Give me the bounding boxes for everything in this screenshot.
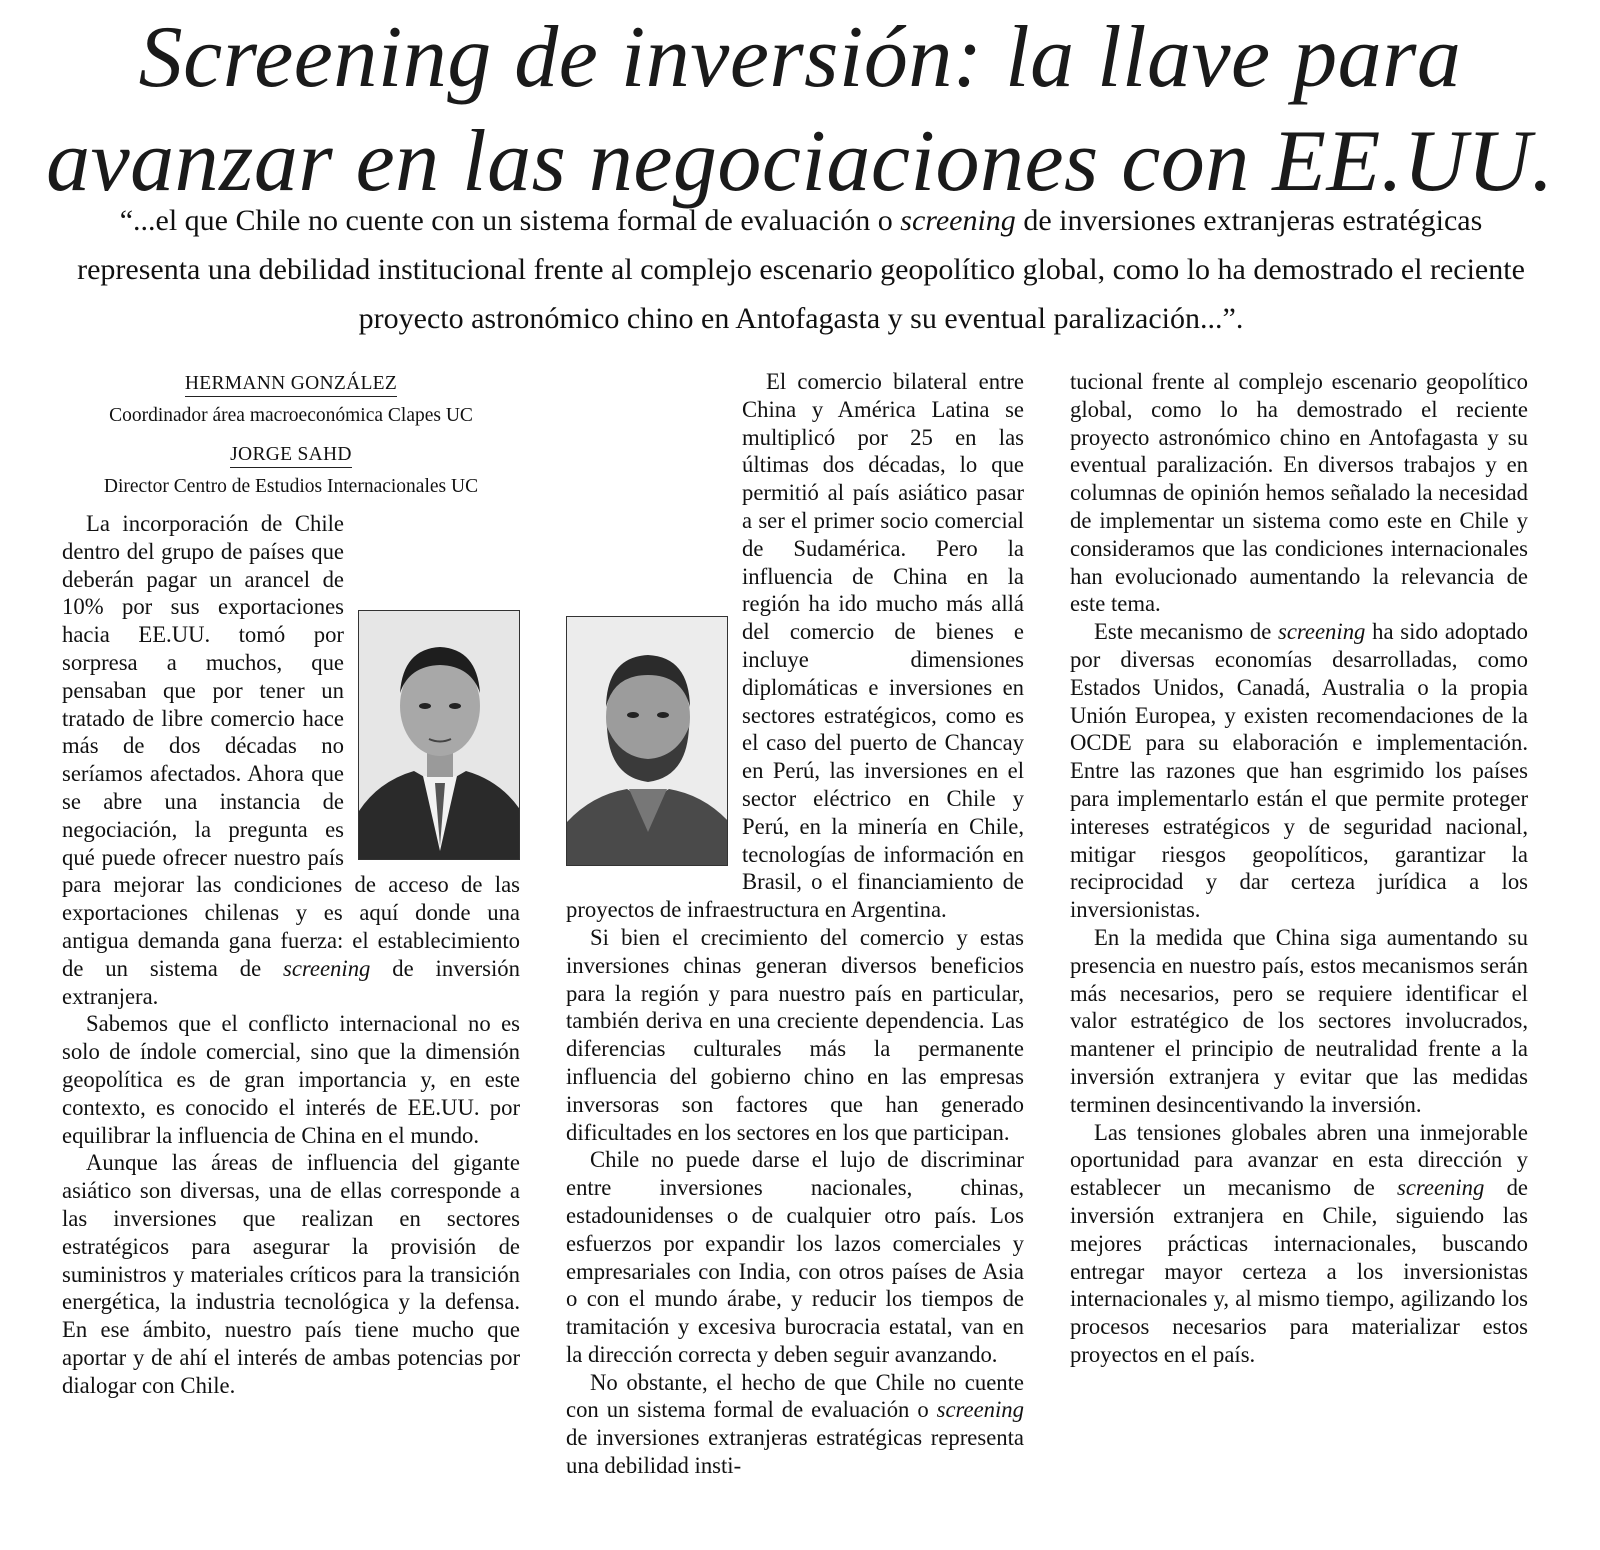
article-column-2 <box>566 368 1024 1480</box>
author-role: Director Centro de Estudios Internacionales UC <box>103 476 479 497</box>
paragraph: Chile no puede darse el lujo de discriminar entre inversiones nacionales, chinas, estadounidenses o de cualquier otro país. Los esfuerzos por expandir los lazos comerciales y empresariales con India, con otros países de Asia o con el mundo árabe, y reducir los tiempos de tramitación y excesiva burocracia estatal, van en la dirección correcta y deben seguir avanzando. <box>566 1147 1024 1367</box>
headline-line-2: avanzar en las negociaciones con EE.UU. <box>46 113 1554 210</box>
paragraph: Este mecanismo de screening ha sido adoptado por diversas economías desarrolladas, como Estados Unidos, Canadá, Australia o la propia Unión Europea, y existen recomendaciones de la OCDE para su elaboración e implementación. Entre las razones que han esgrimido los países para implementarlo están el que permite proteger intereses estratégicos y de seguridad nacional, mitigar riesgos geopolíticos, garantizar la reciprocidad y dar certeza jurídica a los inversionistas. <box>1070 619 1528 923</box>
paragraph: tucional frente al complejo escenario geopolítico global, como lo ha demostrado el reciente proyecto astronómico chino en Antofagasta y su eventual paralización. En diversos trabajos y en columnas de opinión hemos señalado la necesidad de implementar un sistema como este en Chile y consideramos que las condiciones internacionales han evolucionado aumentando la relevancia de este tema. <box>1070 369 1528 617</box>
paragraph: En la medida que China siga aumentando su presencia en nuestro país, estos mecanismos serán más necesarios, pero se requiere identificar el valor estratégico de los sectores involucrados, mantener el principio de neutralidad frente a la inversión extranjera y evitar que las medidas terminen desincentivando la inversión. <box>1070 924 1528 1117</box>
byline-1 <box>62 368 520 429</box>
paragraph: Aunque las áreas de influencia del gigante asiático son diversas, una de ellas corresponde a las inversiones que realizan en sectores estratégicos para asegurar la provisión de suministros y materiales críticos para la transición energética, la industria tecnológica y la defensa. En ese ámbito, nuestro país tiene mucho que aportar y de ahí el interés de ambas potencias por dialogar con Chile. <box>62 1150 520 1398</box>
pull-quote-text-1: “...el que Chile no cuente con un sistema formal de evaluación o <box>119 204 901 237</box>
article-column-1 <box>62 368 520 1400</box>
pull-quote <box>62 196 1540 343</box>
portrait-illustration <box>359 611 520 860</box>
author-name: JORGE SAHD <box>230 443 352 468</box>
author-photo-jorge-sahd <box>566 616 728 866</box>
author-role: Coordinador área macroeconómica Clapes UC <box>109 405 473 426</box>
headline-line-1: Screening de inversión: la llave para <box>138 9 1462 106</box>
portrait-illustration <box>567 617 728 866</box>
paragraph: Si bien el crecimiento del comercio y estas inversiones chinas generan diversos beneficios para la región y para nuestro país en particular, también deriva en una creciente dependencia. Las diferencias culturales más la permanente influencia del gobierno chino en las empresas inversoras son factores que han generado dificultades en los sectores en los que participan. <box>566 924 1024 1145</box>
pull-quote-text-2: de inversiones extranjeras estratégicas representa una debilidad institucional frente al complejo escenario geopolítico global, como lo ha demostrado el reciente proyecto astronómico chino en Antofagasta y su eventual paralización...”. <box>77 204 1525 335</box>
article-column-3 <box>1070 368 1528 1369</box>
byline-2 <box>62 439 520 500</box>
author-photo-hermann-gonzalez <box>358 610 520 860</box>
paragraph: Sabemos que el conflicto internacional no es solo de índole comercial, sino que la dimensión geopolítica es de gran importancia y, en este contexto, es conocido el interés de EE.UU. por equilibrar la influencia de China en el mundo. <box>62 1011 520 1148</box>
paragraph: El comercio bilateral entre China y América Latina se multiplicó por 25 en las últimas dos décadas, lo que permitió al país asiático pasar a ser el primer socio comercial de Sudamérica. Pero la influencia de China en la región ha ido mucho más allá del comercio de bienes e incluye dimensiones diplomáticas e inversiones en sectores estratégicos, como es el caso del puerto de Chancay en Perú, las inversiones en el sector eléctrico en Chile y Perú, en la minería en Chile, tecnologías de información en Brasil, o el financiamiento de proyectos de infraestructura en Argentina. <box>566 369 1024 923</box>
paragraph: No obstante, el hecho de que Chile no cuente con un sistema formal de evaluación o screening de inversiones extranjeras estratégicas representa una debilidad insti- <box>566 1369 1024 1479</box>
pull-quote-italic: screening <box>900 204 1016 237</box>
paragraph: La incorporación de Chile dentro del grupo de países que deberán pagar un arancel de 10% por sus exportaciones hacia EE.UU. tomó por sorpresa a muchos, que pensaban que por tener un tratado de libre comercio hace más de dos décadas no seríamos afectados. Ahora que se abre una instancia de negociación, la pregunta es qué puede ofrecer nuestro país para mejorar las condiciones de acceso de las exportaciones chilenas y es aquí donde una antigua demanda gana fuerza: el establecimiento de un sistema de screening de inversión extranjera. <box>62 511 520 1009</box>
headline <box>40 6 1560 214</box>
paragraph: Las tensiones globales abren una inmejorable oportunidad para avanzar en esta dirección y establecer un mecanismo de screening de inversión extranjera en Chile, siguiendo las mejores prácticas internacionales, buscando entregar mayor certeza a los inversionistas internacionales y, al mismo tiempo, agilizando los procesos necesarios para materializar estos proyectos en el país. <box>1070 1119 1528 1367</box>
author-name: HERMANN GONZÁLEZ <box>185 372 397 397</box>
